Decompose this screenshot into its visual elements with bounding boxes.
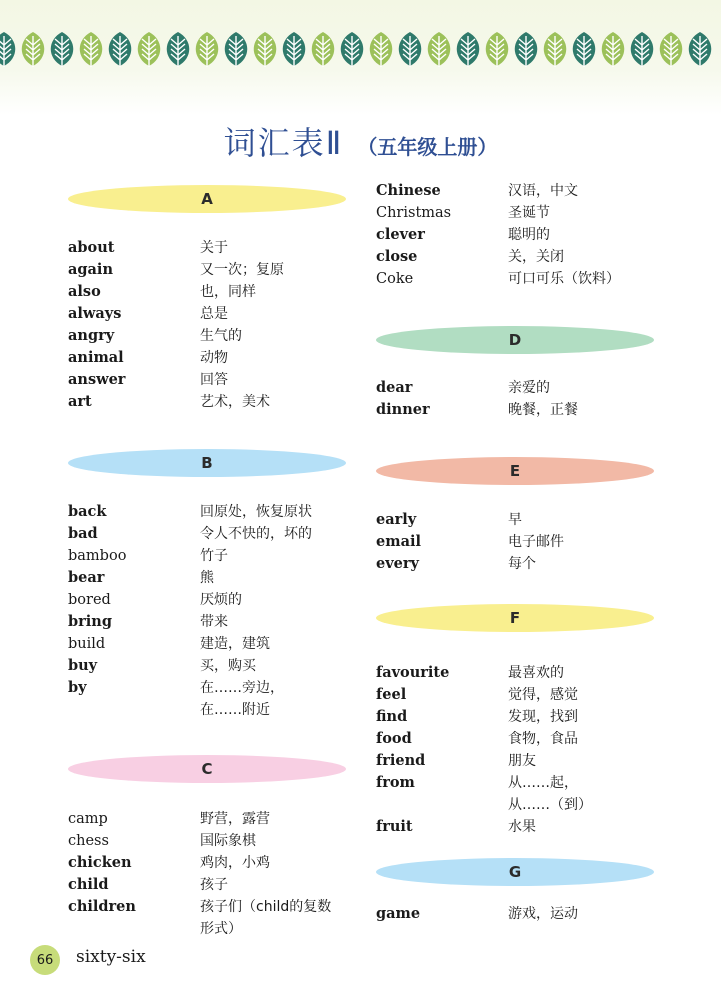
leaf-icon <box>138 32 161 67</box>
section-header-d <box>376 326 654 354</box>
vocab-entry <box>68 237 368 259</box>
title-subtitle: （五年级上册） <box>357 135 498 159</box>
vocab-entry <box>376 816 676 838</box>
vocab-definition: 在……附近 <box>200 702 270 718</box>
vocab-definition: 水果 <box>508 819 536 835</box>
vocab-definition: 鸡肉，小鸡 <box>200 855 270 871</box>
leaf-border-decoration <box>0 27 721 73</box>
vocab-entry <box>376 399 676 421</box>
vocab-definition: 发现，找到 <box>508 709 578 725</box>
vocab-word: find <box>376 708 408 725</box>
vocab-word: game <box>376 905 421 922</box>
vocab-entry <box>68 325 368 347</box>
leaf-icon <box>22 32 45 67</box>
vocab-word: friend <box>376 752 426 769</box>
vocab-entry <box>68 281 368 303</box>
vocab-entry <box>68 567 368 589</box>
vocab-entry <box>68 545 368 567</box>
vocab-definition: 关，关闭 <box>508 249 564 265</box>
vocab-definition: 买，购买 <box>200 658 256 674</box>
section-letter: B <box>201 454 213 472</box>
vocab-entry <box>376 553 676 575</box>
vocab-word: bored <box>68 592 111 608</box>
vocab-entry <box>376 662 676 684</box>
vocab-entry <box>68 677 368 699</box>
vocab-entry <box>68 501 368 523</box>
section-header-e <box>376 457 654 485</box>
vocab-definition: 又一次；复原 <box>200 262 284 278</box>
vocab-entry <box>68 808 368 830</box>
vocab-definition: 动物 <box>200 350 228 366</box>
leaf-icon <box>254 32 277 67</box>
vocab-entry <box>376 224 676 246</box>
vocab-word: feel <box>376 686 407 703</box>
vocab-definition: 圣诞节 <box>508 205 550 221</box>
leaf-icon <box>80 32 103 67</box>
leaf-icon <box>602 32 625 67</box>
leaf-icon <box>428 32 451 67</box>
section-letter: F <box>509 609 521 627</box>
section-header-f <box>376 604 654 632</box>
leaf-icon <box>660 32 683 67</box>
section-letter: D <box>508 331 522 349</box>
leaf-icon <box>486 32 509 67</box>
leaf-icon <box>631 32 654 67</box>
vocab-entry <box>376 772 676 794</box>
vocab-definition: 回答 <box>200 372 228 388</box>
vocab-word: back <box>68 503 107 520</box>
vocab-entry <box>68 391 368 413</box>
vocab-word: also <box>68 283 101 300</box>
section-letter: G <box>508 863 522 881</box>
vocab-word: always <box>68 305 122 322</box>
vocab-word: dinner <box>376 401 430 418</box>
leaf-icon <box>196 32 219 67</box>
vocab-word: angry <box>68 327 115 344</box>
vocab-definition: 聪明的 <box>508 227 550 243</box>
leaf-icon <box>283 32 306 67</box>
section-header-b <box>68 449 346 477</box>
vocab-entry <box>68 303 368 325</box>
vocab-entry <box>68 918 368 940</box>
vocab-word: answer <box>68 371 126 388</box>
vocab-definition: 朋友 <box>508 753 536 769</box>
vocab-definition: 早 <box>508 512 522 528</box>
vocab-entry <box>68 699 368 721</box>
vocab-word: every <box>376 555 419 572</box>
title-main: 词汇表Ⅱ <box>223 124 344 162</box>
vocab-definition: 关于 <box>200 240 228 256</box>
leaf-icon <box>167 32 190 67</box>
vocab-entry <box>376 728 676 750</box>
vocab-word: dear <box>376 379 413 396</box>
vocab-definition: 熊 <box>200 570 214 586</box>
vocab-entry <box>376 531 676 553</box>
vocab-word: Christmas <box>376 205 452 221</box>
vocab-entry <box>68 633 368 655</box>
vocab-entry <box>376 794 676 816</box>
leaf-icon <box>399 32 422 67</box>
vocab-word: Coke <box>376 271 414 287</box>
vocab-definition: 可口可乐（饮料） <box>508 271 620 287</box>
leaf-icon <box>312 32 335 67</box>
vocab-definition: 食物，食品 <box>508 731 578 747</box>
vocab-entry <box>376 246 676 268</box>
vocab-word: Chinese <box>376 182 441 199</box>
vocab-definition: 电子邮件 <box>508 534 564 550</box>
vocab-definition: 在……旁边， <box>200 680 284 696</box>
section-header-a <box>68 185 346 213</box>
vocab-definition: 厌烦的 <box>200 592 242 608</box>
vocab-definition: 回原处，恢复原状 <box>200 504 312 520</box>
vocab-word: chess <box>68 833 109 849</box>
section-header-g <box>376 858 654 886</box>
vocab-entry <box>68 874 368 896</box>
vocab-definition: 晚餐，正餐 <box>508 402 578 418</box>
vocab-word: bear <box>68 569 105 586</box>
vocab-word: children <box>68 898 136 915</box>
vocab-entry <box>376 202 676 224</box>
vocab-word: early <box>376 511 417 528</box>
vocab-definition: 汉语，中文 <box>508 183 578 199</box>
vocab-entry <box>376 268 676 290</box>
vocab-entry <box>68 852 368 874</box>
vocab-definition: 孩子们（child的复数 <box>200 899 332 915</box>
vocab-definition: 从……起， <box>508 775 578 791</box>
vocab-word: art <box>68 393 92 410</box>
vocab-definition: 形式） <box>200 921 242 937</box>
vocab-definition: 总是 <box>200 306 228 322</box>
vocab-definition: 国际象棋 <box>200 833 256 849</box>
leaf-icon <box>544 32 567 67</box>
leaf-icon <box>457 32 480 67</box>
leaf-icon <box>0 32 15 67</box>
vocab-word: from <box>376 774 415 791</box>
vocab-entry <box>68 896 368 918</box>
vocab-definition: 游戏，运动 <box>508 906 578 922</box>
vocab-word: camp <box>68 811 108 827</box>
vocab-entry <box>68 830 368 852</box>
vocab-word: bring <box>68 613 112 630</box>
vocab-entry <box>376 509 676 531</box>
vocab-word: about <box>68 239 115 256</box>
vocab-definition: 从……（到） <box>508 797 592 813</box>
vocab-word: bad <box>68 525 98 542</box>
vocab-definition: 亲爱的 <box>508 380 550 396</box>
leaf-icon <box>573 32 596 67</box>
vocab-definition: 觉得，感觉 <box>508 687 578 703</box>
vocab-definition: 建造，建筑 <box>200 636 270 652</box>
vocab-word: buy <box>68 657 98 674</box>
vocab-entry <box>376 750 676 772</box>
page-number-words: sixty-six <box>76 947 146 967</box>
vocab-definition: 竹子 <box>200 548 228 564</box>
vocab-entry <box>376 377 676 399</box>
section-letter: E <box>509 462 521 480</box>
vocab-word: build <box>68 636 106 652</box>
vocab-definition: 带来 <box>200 614 228 630</box>
vocab-word: favourite <box>376 664 450 681</box>
leaf-icon <box>109 32 132 67</box>
section-header-c <box>68 755 346 783</box>
leaf-icon <box>341 32 364 67</box>
section-letter: A <box>201 190 213 208</box>
vocab-entry <box>68 655 368 677</box>
vocab-definition: 艺术，美术 <box>200 394 270 410</box>
leaf-icon <box>51 32 74 67</box>
leaf-icon <box>370 32 393 67</box>
vocab-word: close <box>376 248 418 265</box>
vocab-entry <box>68 589 368 611</box>
leaf-icon <box>689 32 712 67</box>
vocab-word: again <box>68 261 113 278</box>
vocab-definition: 孩子 <box>200 877 228 893</box>
vocab-entry <box>376 684 676 706</box>
vocab-word: bamboo <box>68 548 127 564</box>
vocab-word: fruit <box>376 818 413 835</box>
leaf-icon <box>515 32 538 67</box>
vocab-definition: 令人不快的，坏的 <box>200 526 312 542</box>
page-title <box>0 118 721 164</box>
page-number: 66 <box>36 952 54 968</box>
vocab-definition: 生气的 <box>200 328 242 344</box>
vocab-word: clever <box>376 226 425 243</box>
vocab-word: animal <box>68 349 124 366</box>
vocab-definition: 也，同样 <box>200 284 256 300</box>
vocab-entry <box>68 611 368 633</box>
vocab-entry <box>68 523 368 545</box>
vocab-definition: 每个 <box>508 556 536 572</box>
vocab-definition: 最喜欢的 <box>508 665 564 681</box>
vocab-word: chicken <box>68 854 132 871</box>
page-number-badge <box>30 945 60 975</box>
leaf-icon <box>225 32 248 67</box>
vocab-definition: 野营，露营 <box>200 811 270 827</box>
section-letter: C <box>201 760 213 778</box>
vocab-entry <box>376 180 676 202</box>
vocab-word: child <box>68 876 109 893</box>
vocab-word: food <box>376 730 412 747</box>
vocab-entry <box>68 369 368 391</box>
vocab-word: email <box>376 533 421 550</box>
vocab-word: by <box>68 679 87 696</box>
vocab-entry <box>68 259 368 281</box>
vocab-entry <box>376 903 676 925</box>
vocab-entry <box>376 706 676 728</box>
vocab-entry <box>68 347 368 369</box>
